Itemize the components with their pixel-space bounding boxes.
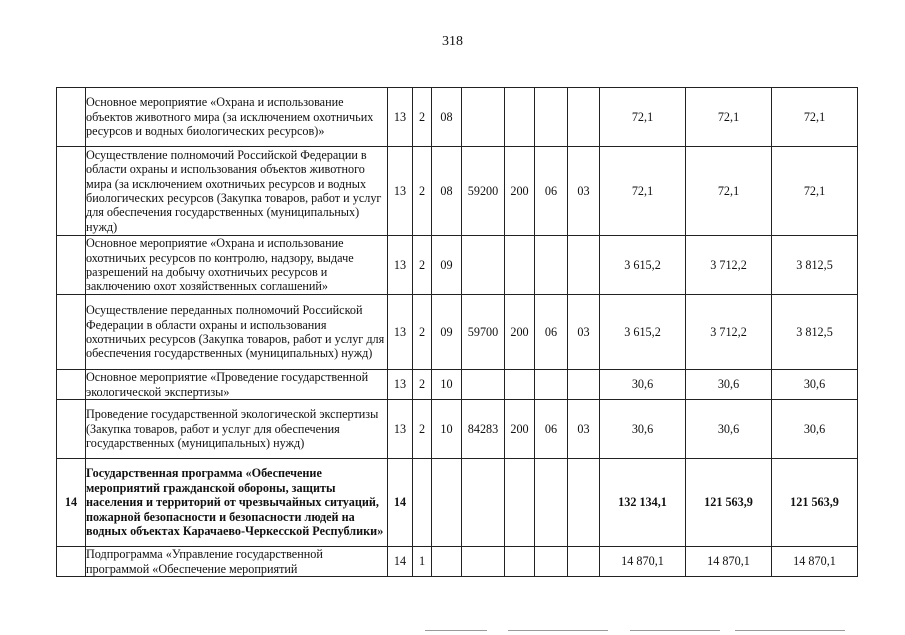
amount-year-1: 30,6	[600, 400, 686, 459]
code-col-5: 200	[505, 400, 535, 459]
code-col-1: 14	[388, 547, 413, 577]
code-col-7: 03	[568, 295, 600, 370]
table-row	[57, 547, 858, 577]
code-col-3: 10	[432, 400, 462, 459]
code-col-2: 2	[413, 295, 432, 370]
amount-year-1: 72,1	[600, 147, 686, 236]
code-col-2: 2	[413, 370, 432, 400]
code-col-3	[432, 459, 462, 547]
amount-year-2: 121 563,9	[686, 459, 772, 547]
code-col-6	[535, 88, 568, 147]
code-col-4	[462, 88, 505, 147]
amount-year-1: 72,1	[600, 88, 686, 147]
row-name: Основное мероприятие «Охрана и использование объектов животного мира (за исключением охотничьих ресурсов и водных биологических ресурсов)»	[86, 88, 388, 147]
code-col-6	[535, 370, 568, 400]
scan-artifact-line	[425, 630, 487, 631]
code-col-3: 08	[432, 147, 462, 236]
table-row	[57, 147, 858, 236]
code-col-1: 13	[388, 370, 413, 400]
amount-year-2: 30,6	[686, 400, 772, 459]
code-col-1: 14	[388, 459, 413, 547]
table-row	[57, 400, 858, 459]
table-row	[57, 459, 858, 547]
code-col-1: 13	[388, 236, 413, 295]
code-col-4: 59700	[462, 295, 505, 370]
code-col-3: 08	[432, 88, 462, 147]
amount-year-1: 3 615,2	[600, 236, 686, 295]
code-col-2: 2	[413, 236, 432, 295]
code-col-5	[505, 236, 535, 295]
code-col-1: 13	[388, 88, 413, 147]
code-col-7	[568, 459, 600, 547]
row-index	[57, 295, 86, 370]
row-index	[57, 547, 86, 577]
code-col-4	[462, 236, 505, 295]
code-col-6: 06	[535, 147, 568, 236]
row-index	[57, 236, 86, 295]
code-col-6	[535, 547, 568, 577]
amount-year-1: 30,6	[600, 370, 686, 400]
page-number: 318	[442, 34, 463, 49]
code-col-4	[462, 547, 505, 577]
row-index: 14	[57, 459, 86, 547]
table-body	[57, 88, 858, 577]
amount-year-2: 72,1	[686, 88, 772, 147]
code-col-5	[505, 547, 535, 577]
code-col-3	[432, 547, 462, 577]
code-col-2	[413, 459, 432, 547]
scan-artifact-line	[735, 630, 845, 631]
amount-year-3: 30,6	[772, 370, 858, 400]
code-col-7	[568, 236, 600, 295]
amount-year-2: 14 870,1	[686, 547, 772, 577]
amount-year-3: 72,1	[772, 147, 858, 236]
row-name: Осуществление переданных полномочий Российской Федерации в области охраны и использования охотничьих ресурсов (Закупка товаров, работ и услуг для обеспечения государственных (муниципальных) нужд)	[86, 295, 388, 370]
amount-year-3: 121 563,9	[772, 459, 858, 547]
row-name: Подпрограмма «Управление государственной программой «Обеспечение мероприятий	[86, 547, 388, 577]
code-col-7: 03	[568, 400, 600, 459]
amount-year-3: 30,6	[772, 400, 858, 459]
code-col-1: 13	[388, 295, 413, 370]
row-index	[57, 147, 86, 236]
code-col-6	[535, 459, 568, 547]
amount-year-3: 14 870,1	[772, 547, 858, 577]
code-col-5: 200	[505, 147, 535, 236]
amount-year-2: 72,1	[686, 147, 772, 236]
code-col-5	[505, 88, 535, 147]
code-col-7	[568, 547, 600, 577]
code-col-3: 09	[432, 236, 462, 295]
amount-year-2: 3 712,2	[686, 295, 772, 370]
row-index	[57, 400, 86, 459]
code-col-2: 2	[413, 147, 432, 236]
amount-year-1: 14 870,1	[600, 547, 686, 577]
amount-year-3: 72,1	[772, 88, 858, 147]
amount-year-3: 3 812,5	[772, 295, 858, 370]
code-col-4	[462, 370, 505, 400]
table-row	[57, 88, 858, 147]
amount-year-1: 132 134,1	[600, 459, 686, 547]
amount-year-1: 3 615,2	[600, 295, 686, 370]
row-name: Основное мероприятие «Охрана и использование охотничьих ресурсов по контролю, надзору, выдаче разрешений на добычу охотничьих ресурсов и заключению охот хозяйственных соглашений»	[86, 236, 388, 295]
code-col-3: 09	[432, 295, 462, 370]
row-name: Основное мероприятие «Проведение государственной экологической экспертизы»	[86, 370, 388, 400]
code-col-7	[568, 370, 600, 400]
row-index	[57, 88, 86, 147]
amount-year-2: 3 712,2	[686, 236, 772, 295]
code-col-2: 2	[413, 400, 432, 459]
code-col-2: 2	[413, 88, 432, 147]
code-col-5: 200	[505, 295, 535, 370]
code-col-1: 13	[388, 400, 413, 459]
budget-table	[56, 87, 858, 577]
scan-artifact-line	[630, 630, 720, 631]
code-col-4	[462, 459, 505, 547]
code-col-4: 59200	[462, 147, 505, 236]
code-col-1: 13	[388, 147, 413, 236]
table-row	[57, 370, 858, 400]
row-index	[57, 370, 86, 400]
table-row	[57, 236, 858, 295]
amount-year-2: 30,6	[686, 370, 772, 400]
row-name: Осуществление полномочий Российской Федерации в области охраны и использования объектов животного мира (за исключением охотничьих ресурсов и водных биологических ресурсов (Закупка товаров, работ и услуг для обеспечения государственных (муниципальных) нужд)	[86, 147, 388, 236]
scan-artifact-line	[508, 630, 608, 631]
code-col-2: 1	[413, 547, 432, 577]
code-col-4: 84283	[462, 400, 505, 459]
code-col-5	[505, 370, 535, 400]
code-col-7	[568, 88, 600, 147]
row-name: Государственная программа «Обеспечение мероприятий гражданской обороны, защиты населения и территорий от чрезвычайных ситуаций, пожарной безопасности и безопасности людей на водных объектах Карачаево-Черкесской Республики»	[86, 459, 388, 547]
code-col-6: 06	[535, 295, 568, 370]
code-col-5	[505, 459, 535, 547]
code-col-6: 06	[535, 400, 568, 459]
row-name: Проведение государственной экологической экспертизы (Закупка товаров, работ и услуг для обеспечения государственных (муниципальных) нужд)	[86, 400, 388, 459]
code-col-6	[535, 236, 568, 295]
code-col-3: 10	[432, 370, 462, 400]
code-col-7: 03	[568, 147, 600, 236]
table-row	[57, 295, 858, 370]
amount-year-3: 3 812,5	[772, 236, 858, 295]
